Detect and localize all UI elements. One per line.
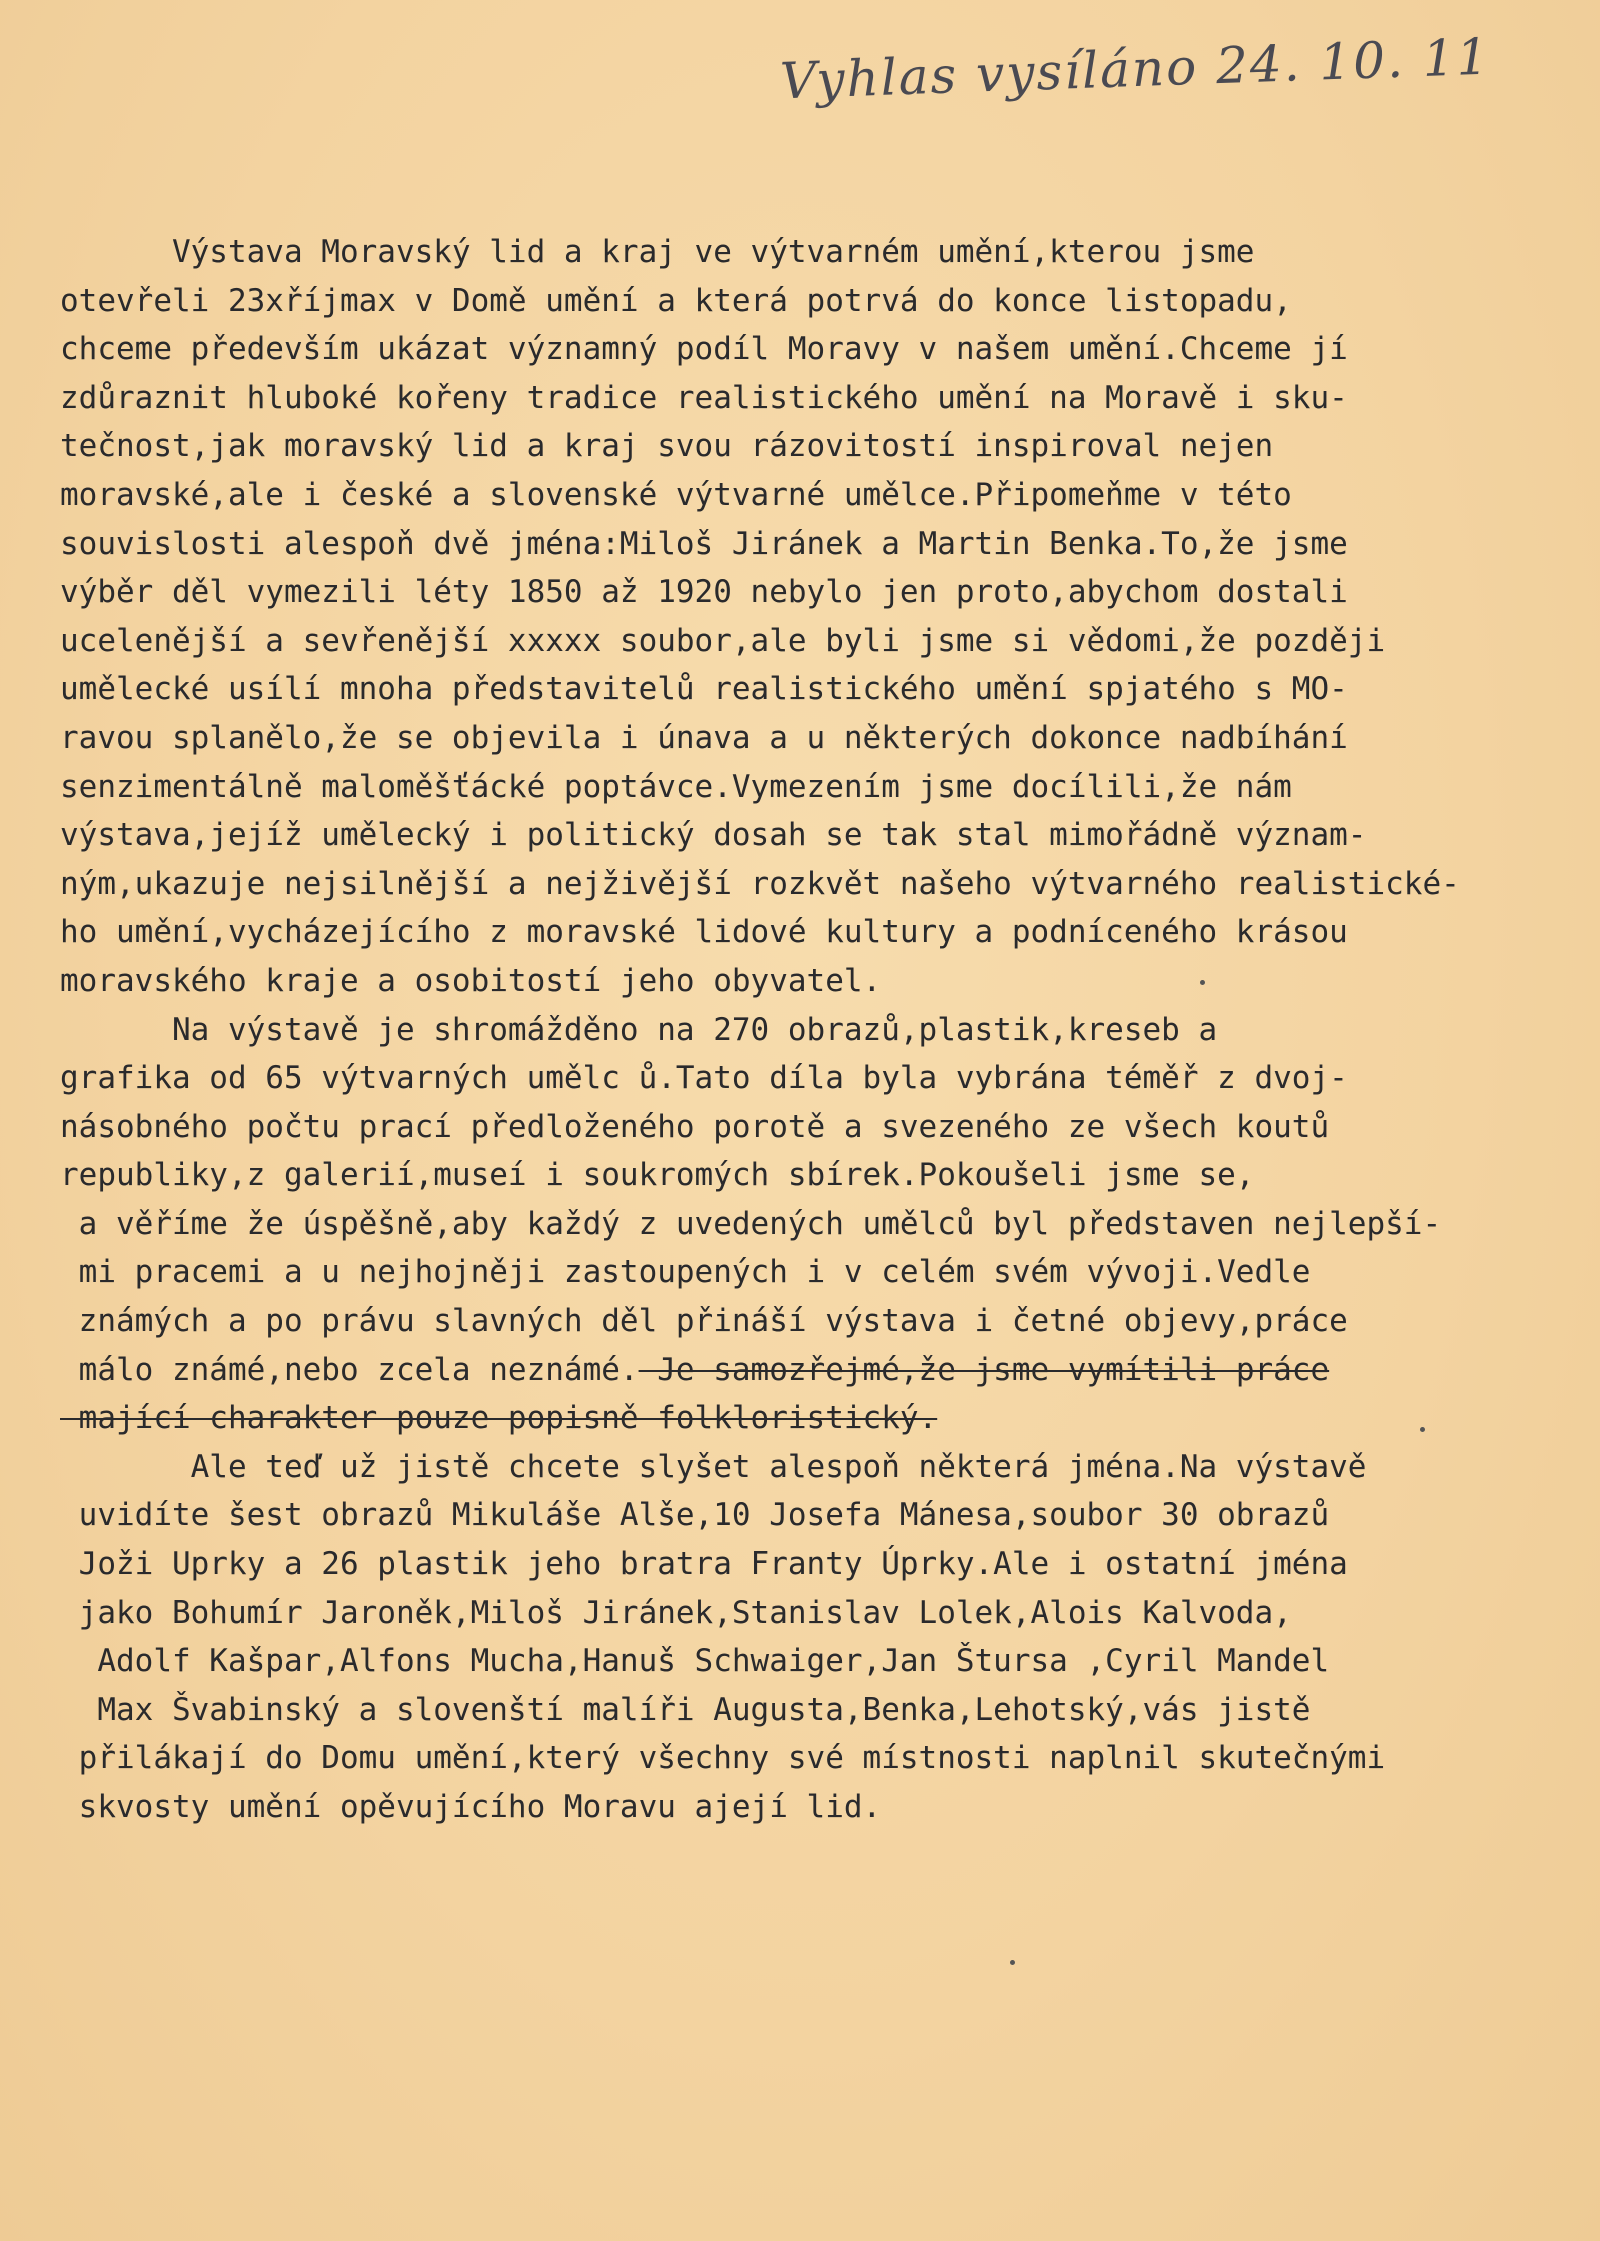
- typed-text-body: [60, 228, 1570, 1832]
- text-line: moravské,ale i české a slovenské výtvarné umělce.Připomeňme v této: [60, 476, 1292, 513]
- text-line: ho umění,vycházejícího z moravské lidové kultury a podníceného krásou: [60, 914, 1348, 951]
- ink-speck: [1420, 1427, 1425, 1432]
- text-line: Ale teď už jistě chcete slyšet alespoň některá jména.Na výstavě: [60, 1448, 1367, 1485]
- struck-text: mající charakter pouze popisně folkloristický.: [60, 1400, 938, 1437]
- text-line: Max Švabinský a slovenští malíři Augusta,Benka,Lehotský,vás jistě: [60, 1691, 1311, 1728]
- struck-text: Je samozřejmé,že jsme vymítili práce: [638, 1351, 1330, 1388]
- text-line: násobného počtu prací předloženého porotě a svezeného ze všech koutů: [60, 1108, 1330, 1145]
- text-line: senzimentálně maloměšťácké poptávce.Vymezením jsme docílili,že nám: [60, 768, 1292, 805]
- text-line: moravského kraje a osobitostí jeho obyvatel.: [60, 962, 882, 999]
- ink-speck: [1200, 980, 1205, 985]
- text-line: ucelenější a sevřenější xxxxx soubor,ale byli jsme si vědomi,že později: [60, 622, 1386, 659]
- text-line: Výstava Moravský lid a kraj ve výtvarném umění,kterou jsme: [60, 234, 1255, 270]
- text-line: otevřeli 23xříjmax v Domě umění a která potrvá do konce listopadu,: [60, 282, 1292, 319]
- text-line: výstava,jejíž umělecký i politický dosah se tak stal mimořádně význam-: [60, 817, 1367, 854]
- text-line: Joži Uprky a 26 plastik jeho bratra Franty Úprky.Ale i ostatní jména: [60, 1546, 1348, 1583]
- text-line: souvislosti alespoň dvě jména:Miloš Jiránek a Martin Benka.To,že jsme: [60, 525, 1348, 562]
- text-line: a věříme že úspěšně,aby každý z uvedených umělců byl představen nejlepší-: [60, 1205, 1442, 1242]
- ink-speck: [1010, 1960, 1015, 1965]
- text-line: [60, 1394, 1570, 1443]
- text-line-main: málo známé,nebo zcela neznámé.: [60, 1351, 639, 1388]
- text-line: přilákají do Domu umění,který všechny své místnosti naplnil skutečnými: [60, 1740, 1386, 1777]
- text-line: [60, 1346, 1570, 1395]
- text-line: Na výstavě je shromážděno na 270 obrazů,plastik,kreseb a: [60, 1011, 1218, 1048]
- text-line: tečnost,jak moravský lid a kraj svou rázovitostí inspiroval nejen: [60, 428, 1274, 465]
- text-line: mi pracemi a u nejhojněji zastoupených i v celém svém vývoji.Vedle: [60, 1254, 1311, 1291]
- text-line: ravou splanělo,že se objevila i únava a u některých dokonce nadbíhání: [60, 719, 1348, 756]
- text-line: ným,ukazuje nejsilnější a nejživější rozkvět našeho výtvarného realistické-: [60, 865, 1460, 902]
- handwritten-note: Vyhlas vysíláno 24. 10. 11: [779, 27, 1492, 111]
- text-line: grafika od 65 výtvarných umělc ů.Tato díla byla vybrána téměř z dvoj-: [60, 1060, 1348, 1097]
- text-line: výběr děl vymezili léty 1850 až 1920 nebylo jen proto,abychom dostali: [60, 574, 1348, 611]
- text-line: známých a po právu slavných děl přináší výstava i četné objevy,práce: [60, 1303, 1348, 1340]
- text-line: chceme především ukázat významný podíl Moravy v našem umění.Chceme jí: [60, 331, 1348, 368]
- text-line: skvosty umění opěvujícího Moravu ajejí lid.: [60, 1789, 882, 1825]
- text-line: republiky,z galerií,museí i soukromých sbírek.Pokoušeli jsme se,: [60, 1157, 1255, 1194]
- text-line: zdůraznit hluboké kořeny tradice realistického umění na Moravě i sku-: [60, 379, 1348, 416]
- text-line: Adolf Kašpar,Alfons Mucha,Hanuš Schwaiger,Jan Štursa ,Cyril Mandel: [60, 1643, 1330, 1680]
- text-line: uvidíte šest obrazů Mikuláše Alše,10 Josefa Mánesa,soubor 30 obrazů: [60, 1497, 1330, 1534]
- text-line: umělecké usílí mnoha představitelů realistického umění spjatého s MO-: [60, 671, 1348, 708]
- text-line: jako Bohumír Jaroněk,Miloš Jiránek,Stanislav Lolek,Alois Kalvoda,: [60, 1594, 1292, 1631]
